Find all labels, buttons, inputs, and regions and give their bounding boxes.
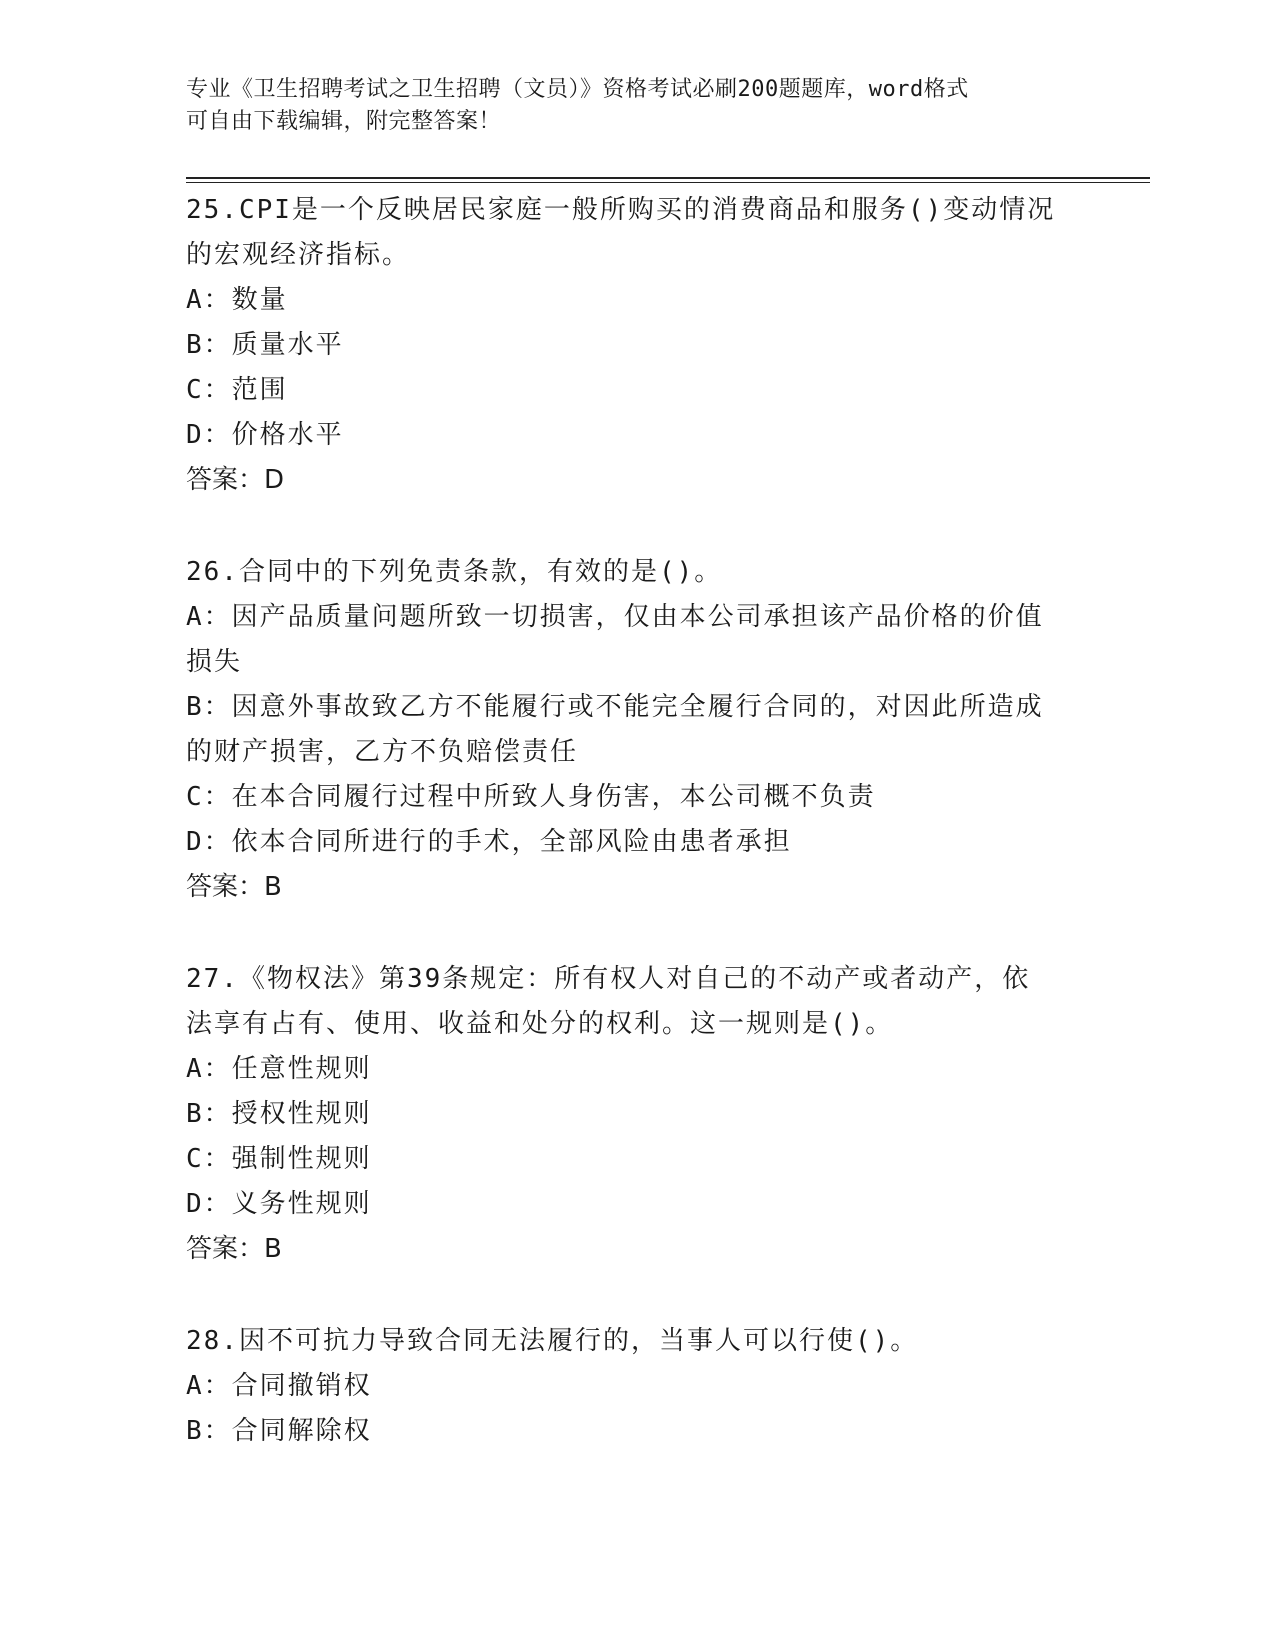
option-c: C：范围 — [186, 375, 288, 405]
question-stem: 26.合同中的下列免责条款，有效的是()。 — [186, 557, 723, 587]
header-line: 可自由下载编辑，附完整答案！ — [186, 109, 502, 134]
question-stem: 28.因不可抗力导致合同无法履行的，当事人可以行使()。 — [186, 1326, 919, 1356]
question-list — [186, 188, 1086, 1501]
question-item — [186, 1319, 1086, 1454]
option-b: B：因意外事故致乙方不能履行或不能完全履行合同的，对因此所造成 — [186, 692, 1044, 722]
option-c: C：在本合同履行过程中所致人身伤害，本公司概不负责 — [186, 782, 876, 812]
document-header — [186, 74, 1076, 138]
answer-line: 答案：D — [186, 465, 285, 495]
header-divider — [186, 182, 1150, 183]
option-a: A：因产品质量问题所致一切损害，仅由本公司承担该产品价格的价值 — [186, 602, 1044, 632]
header-divider — [186, 177, 1150, 179]
answer-line: 答案：B — [186, 1234, 282, 1264]
answer-line: 答案：B — [186, 872, 282, 902]
question-item — [186, 188, 1086, 503]
option-a-continued: 损失 — [186, 647, 243, 677]
question-item — [186, 957, 1086, 1272]
question-item — [186, 550, 1086, 910]
option-a: A：任意性规则 — [186, 1054, 372, 1084]
option-d: D：义务性规则 — [186, 1189, 372, 1219]
question-stem: 的宏观经济指标。 — [186, 240, 411, 270]
option-c: C：强制性规则 — [186, 1144, 372, 1174]
option-a: A：合同撤销权 — [186, 1371, 372, 1401]
option-a: A：数量 — [186, 285, 288, 315]
option-b: B：授权性规则 — [186, 1099, 372, 1129]
option-d: D：依本合同所进行的手术，全部风险由患者承担 — [186, 827, 792, 857]
question-stem: 法享有占有、使用、收益和处分的权利。这一规则是()。 — [186, 1009, 894, 1039]
question-stem: 27.《物权法》第39条规定：所有权人对自己的不动产或者动产，依 — [186, 964, 1031, 994]
option-d: D：价格水平 — [186, 420, 344, 450]
option-b: B：质量水平 — [186, 330, 344, 360]
option-b-continued: 的财产损害，乙方不负赔偿责任 — [186, 737, 579, 767]
header-line: 专业《卫生招聘考试之卫生招聘（文员）》资格考试必刷200题题库，word格式 — [186, 77, 969, 102]
option-b: B：合同解除权 — [186, 1416, 372, 1446]
question-stem: 25.CPI是一个反映居民家庭一般所购买的消费商品和服务()变动情况 — [186, 195, 1056, 225]
